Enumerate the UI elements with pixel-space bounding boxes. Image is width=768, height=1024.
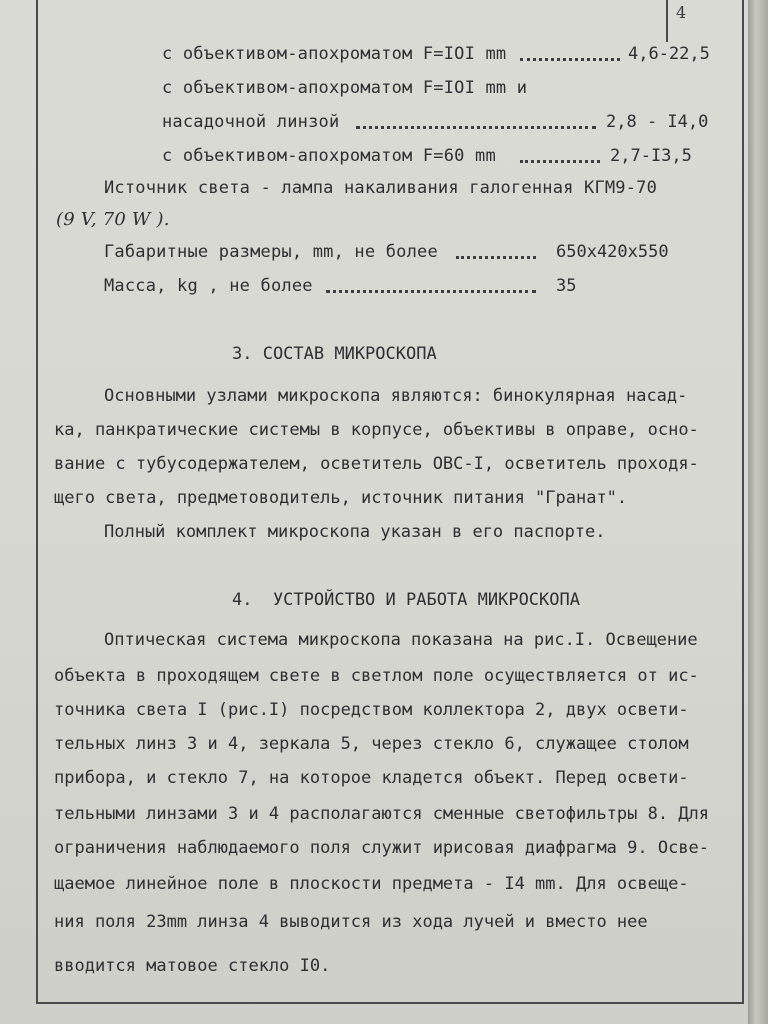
section-4-line: ния поля 23mm линза 4 выводится из хода лучей и вместо нее (54, 912, 648, 932)
leader-dots (326, 290, 536, 293)
section-4-line: точника света I (рис.I) посредством коллектора 2, двух освети- (54, 700, 689, 720)
section-4-line: тельными линзами 3 и 4 располагаются сменные светофильтры 8. Для (54, 804, 710, 824)
spec-line-1-label: с объективом-апохроматом F=IOI mm (162, 44, 507, 64)
page-number: 4 (676, 3, 687, 22)
spec-line-4-label: с объективом-апохроматом F=60 mm (162, 146, 496, 166)
section-4-line: прибора, и стекло 7, на которое кладется объект. Перед освети- (54, 768, 689, 788)
spec-line-2-label: с объективом-апохроматом F=IOI mm и (162, 78, 528, 98)
section-4-heading: 4. УСТРОЙСТВО И РАБОТА МИКРОСКОПА (232, 590, 580, 610)
section-4-line: вводится матовое стекло I0. (54, 956, 331, 976)
light-source-line: Источник света - лампа накаливания галогенная КГМ9-70 (104, 178, 658, 198)
section-3-line: ка, панкратические системы в корпусе, объективы в оправе, осно- (54, 420, 699, 440)
dimensions-label: Габаритные размеры, mm, не более (104, 242, 438, 262)
leader-dots (520, 58, 620, 61)
leader-dots (456, 256, 536, 259)
page-edge-shadow (748, 0, 768, 1024)
dimensions-value: 650x420x550 (556, 242, 669, 262)
leader-dots (356, 126, 596, 129)
section-4-line: Оптическая система микроскопа показана на рис.I. Освещение (104, 630, 698, 650)
header-rule (666, 0, 668, 42)
spec-line-3-value: 2,8 - I4,0 (606, 112, 709, 132)
light-source-params: (9 V, 70 W ). (56, 209, 170, 230)
section-3-heading: 3. СОСТАВ МИКРОСКОПА (232, 344, 437, 364)
section-4-line: щаемое линейное поле в плоскости предмета - I4 mm. Для освеще- (54, 874, 689, 894)
mass-value: 35 (556, 276, 577, 296)
section-3-line: вание с тубусодержателем, осветитель ОВС-I, осветитель проходя- (54, 454, 699, 474)
section-3-line: щего света, предметоводитель, источник питания "Гранат". (54, 488, 628, 508)
spec-line-1-value: 4,6-22,5 (628, 44, 710, 64)
mass-label: Масса, kg , не более (104, 276, 313, 296)
spec-line-4-value: 2,7-I3,5 (610, 146, 692, 166)
section-4-line: объекта в проходящем свете в светлом поле осуществляется от ис- (54, 666, 699, 686)
leader-dots (520, 160, 600, 163)
spec-line-3-label: насадочной линзой (162, 112, 340, 132)
section-4-line: ограничения наблюдаемого поля служит ирисовая диафрагма 9. Осве- (54, 838, 710, 858)
section-3-line: Полный комплект микроскопа указан в его паспорте. (104, 522, 606, 542)
section-3-line: Основными узлами микроскопа являются: бинокулярная насад- (104, 386, 688, 406)
section-4-line: тельных линз 3 и 4, зеркала 5, через стекло 6, служащее столом (54, 734, 689, 754)
